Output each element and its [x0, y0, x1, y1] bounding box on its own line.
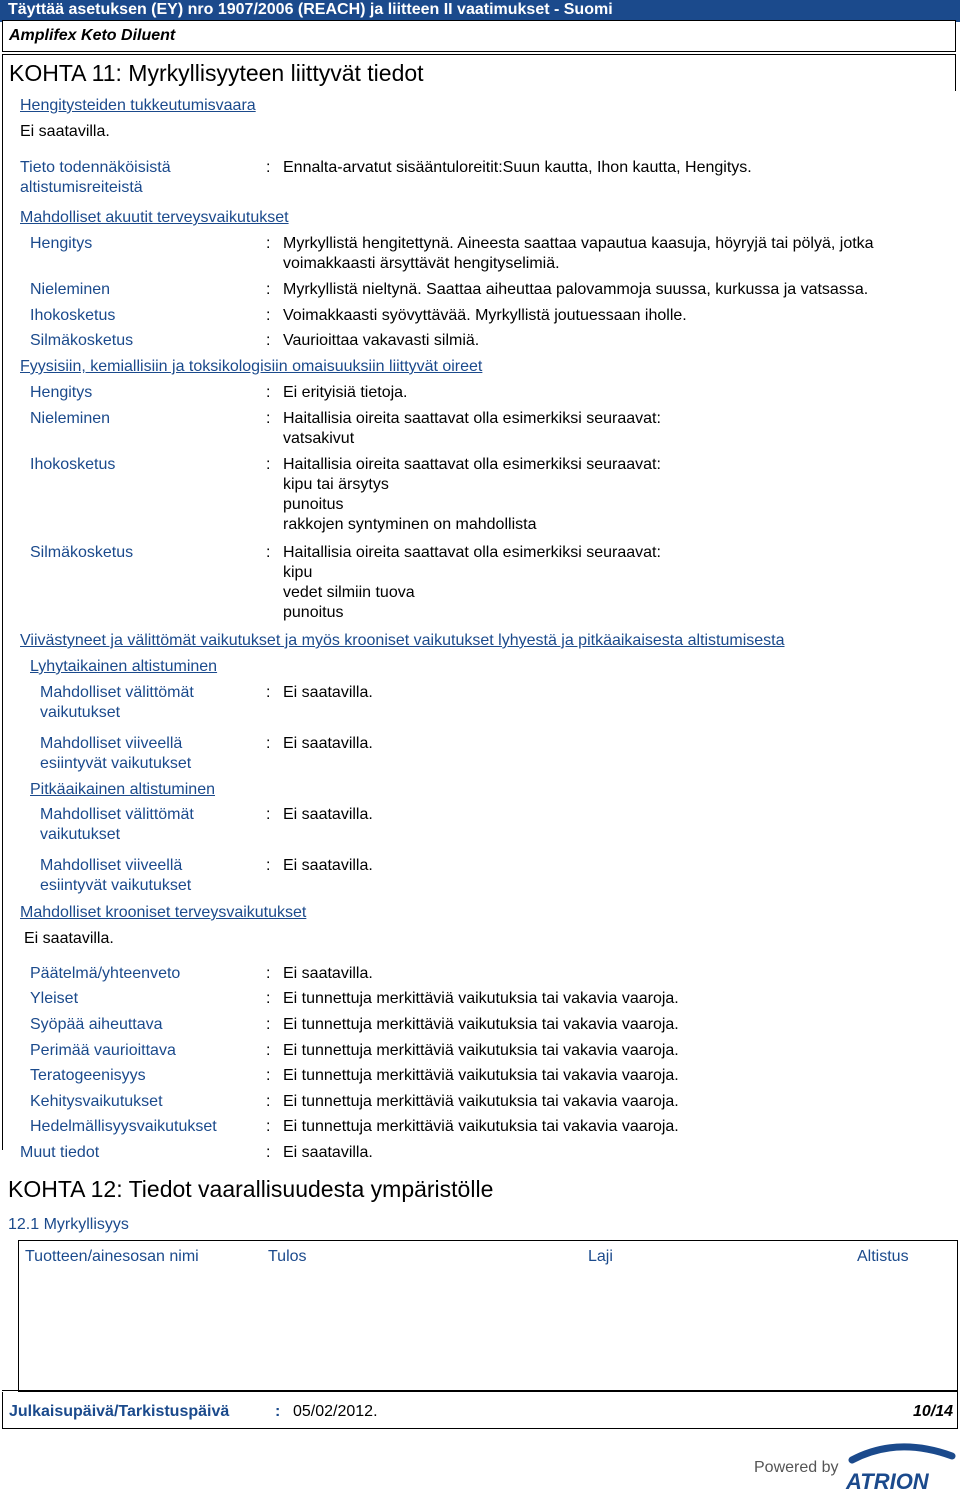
summary-label: Yleiset [30, 990, 79, 1007]
summary-value: Ei tunnettuja merkittäviä vaikutuksia tai vakavia vaaroja. [283, 1067, 679, 1084]
immediate-effects-label: Mahdolliset välittömät vaikutukset [40, 684, 194, 721]
colon: : [266, 281, 271, 298]
product-name-box [2, 20, 956, 52]
summary-value: Ei tunnettuja merkittäviä vaikutuksia tai vakavia vaaroja. [283, 1016, 679, 1033]
summary-label: Teratogeenisyys [30, 1067, 146, 1084]
acute-value: Voimakkaasti syövyttävää. Myrkyllistä joutuessaan iholle. [283, 307, 687, 324]
chronic-effects-value: Ei saatavilla. [24, 930, 114, 947]
colon: : [266, 332, 271, 349]
other-info-value: Ei saatavilla. [283, 1144, 373, 1161]
table-header-species: Laji [588, 1248, 613, 1265]
immediate-effects-label: Mahdolliset välittömät vaikutukset [40, 806, 194, 843]
aspiration-value: Ei saatavilla. [20, 123, 110, 140]
summary-value: Ei tunnettuja merkittäviä vaikutuksia tai vakavia vaaroja. [283, 990, 679, 1007]
toxicity-subheading: 12.1 Myrkyllisyys [8, 1216, 129, 1233]
footer-rule [2, 1390, 958, 1391]
colon: : [266, 1042, 271, 1059]
toxicity-table [18, 1240, 958, 1392]
summary-value: Ei saatavilla. [283, 965, 373, 982]
colon: : [266, 159, 271, 176]
page-number: 10/14 [912, 1403, 953, 1420]
delayed-effects-label: Mahdolliset viiveellä esiintyvät vaikutukset [40, 735, 192, 772]
summary-value: Ei tunnettuja merkittäviä vaikutuksia tai vakavia vaaroja. [283, 1118, 679, 1135]
colon: : [266, 857, 271, 874]
chronic-effects-heading: Mahdolliset krooniset terveysvaikutukset [20, 904, 307, 921]
colon: : [266, 307, 271, 324]
colon: : [275, 1403, 281, 1420]
symptoms-heading: Fyysisiin, kemiallisiin ja toksikologisiin omaisuuksiin liittyvät oireet [20, 358, 483, 375]
colon: : [266, 735, 271, 752]
symptom-value: Haitallisia oireita saattavat olla esimerkiksi seuraavat: kipu vedet silmiin tuova punoitus [283, 544, 661, 621]
section-12-title: KOHTA 12: Tiedot vaarallisuudesta ympäristölle [8, 1176, 494, 1202]
colon: : [266, 384, 271, 401]
table-header-exposure: Altistus [857, 1248, 909, 1265]
colon: : [266, 684, 271, 701]
colon: : [266, 235, 271, 252]
table-header-result: Tulos [268, 1248, 307, 1265]
symptom-label: Nieleminen [30, 410, 111, 427]
acute-value: Vaurioittaa vakavasti silmiä. [283, 332, 480, 349]
summary-label: Hedelmällisyysvaikutukset [30, 1118, 217, 1135]
section-11-title-box [2, 54, 956, 91]
colon: : [266, 1016, 271, 1033]
summary-label: Päätelmä/yhteenveto [30, 965, 181, 982]
section-11-title: KOHTA 11: Myrkyllisyyteen liittyvät tiedot [9, 60, 424, 86]
acute-label: Nieleminen [30, 281, 111, 298]
symptom-label: Hengitys [30, 384, 93, 401]
summary-label: Kehitysvaikutukset [30, 1093, 163, 1110]
revision-date-label: Julkaisupäivä/Tarkistuspäivä [9, 1403, 230, 1420]
acute-value: Myrkyllistä nieltynä. Saattaa aiheuttaa palovammoja suussa, kurkussa ja vatsassa. [283, 281, 869, 298]
colon: : [266, 1067, 271, 1084]
other-info-label: Muut tiedot [20, 1144, 100, 1161]
table-header-name: Tuotteen/ainesosan nimi [25, 1248, 199, 1265]
summary-value: Ei tunnettuja merkittäviä vaikutuksia tai vakavia vaaroja. [283, 1093, 679, 1110]
colon: : [266, 456, 271, 473]
colon: : [266, 965, 271, 982]
aspiration-heading: Hengitysteiden tukkeutumisvaara [20, 97, 256, 114]
symptom-value: Ei erityisiä tietoja. [283, 384, 408, 401]
colon: : [266, 410, 271, 427]
section-left-rule [2, 90, 3, 1150]
delayed-effects-heading: Viivästyneet ja välittömät vaikutukset ja myös krooniset vaikutukset lyhyestä ja pitkäaikaisesta altistumisesta [20, 632, 785, 649]
acute-label: Ihokosketus [30, 307, 116, 324]
acute-effects-heading: Mahdolliset akuutit terveysvaikutukset [20, 209, 289, 226]
symptom-value: Haitallisia oireita saattavat olla esimerkiksi seuraavat: vatsakivut [283, 410, 661, 447]
brand-name: ATRION [846, 1469, 929, 1492]
summary-label: Perimää vaurioittava [30, 1042, 176, 1059]
acute-value: Myrkyllistä hengitettynä. Aineesta saattaa vapautua kaasuja, höyryjä tai pölyä, jotka voimakkaasti ärsyttävät hengityselimiä. [283, 235, 874, 272]
long-delayed-value: Ei saatavilla. [283, 857, 373, 874]
symptom-label: Silmäkosketus [30, 544, 134, 561]
short-term-heading: Lyhytaikainen altistuminen [30, 658, 218, 675]
powered-by-text: Powered by [754, 1459, 839, 1476]
symptom-value: Haitallisia oireita saattavat olla esimerkiksi seuraavat: kipu tai ärsytys punoitus rakkojen syntyminen on mahdollista [283, 456, 661, 533]
atrion-logo [752, 1438, 958, 1492]
colon: : [266, 1093, 271, 1110]
delayed-effects-label: Mahdolliset viiveellä esiintyvät vaikutukset [40, 857, 192, 894]
exposure-routes-value: Ennalta-arvatut sisääntuloreitit:Suun kautta, Ihon kautta, Hengitys. [283, 159, 752, 176]
summary-value: Ei tunnettuja merkittäviä vaikutuksia tai vakavia vaaroja. [283, 1042, 679, 1059]
symptom-label: Ihokosketus [30, 456, 116, 473]
product-name: Amplifex Keto Diluent [9, 27, 176, 44]
footer-box [2, 1392, 958, 1429]
revision-date-value: 05/02/2012. [293, 1403, 378, 1420]
regulation-header-bar [0, 0, 960, 22]
summary-label: Syöpää aiheuttava [30, 1016, 163, 1033]
atrion-logo-mark [752, 1438, 958, 1492]
exposure-routes-label: Tieto todennäköisistä altistumisreiteistä [20, 159, 171, 196]
colon: : [266, 1144, 271, 1161]
short-immediate-value: Ei saatavilla. [283, 684, 373, 701]
colon: : [266, 990, 271, 1007]
colon: : [266, 806, 271, 823]
colon: : [266, 1118, 271, 1135]
regulation-title: Täyttää asetuksen (EY) nro 1907/2006 (REACH) ja liitteen II vaatimukset - Suomi [8, 1, 613, 18]
acute-label: Hengitys [30, 235, 93, 252]
long-term-heading: Pitkäaikainen altistuminen [30, 781, 215, 798]
long-immediate-value: Ei saatavilla. [283, 806, 373, 823]
colon: : [266, 544, 271, 561]
acute-label: Silmäkosketus [30, 332, 134, 349]
short-delayed-value: Ei saatavilla. [283, 735, 373, 752]
